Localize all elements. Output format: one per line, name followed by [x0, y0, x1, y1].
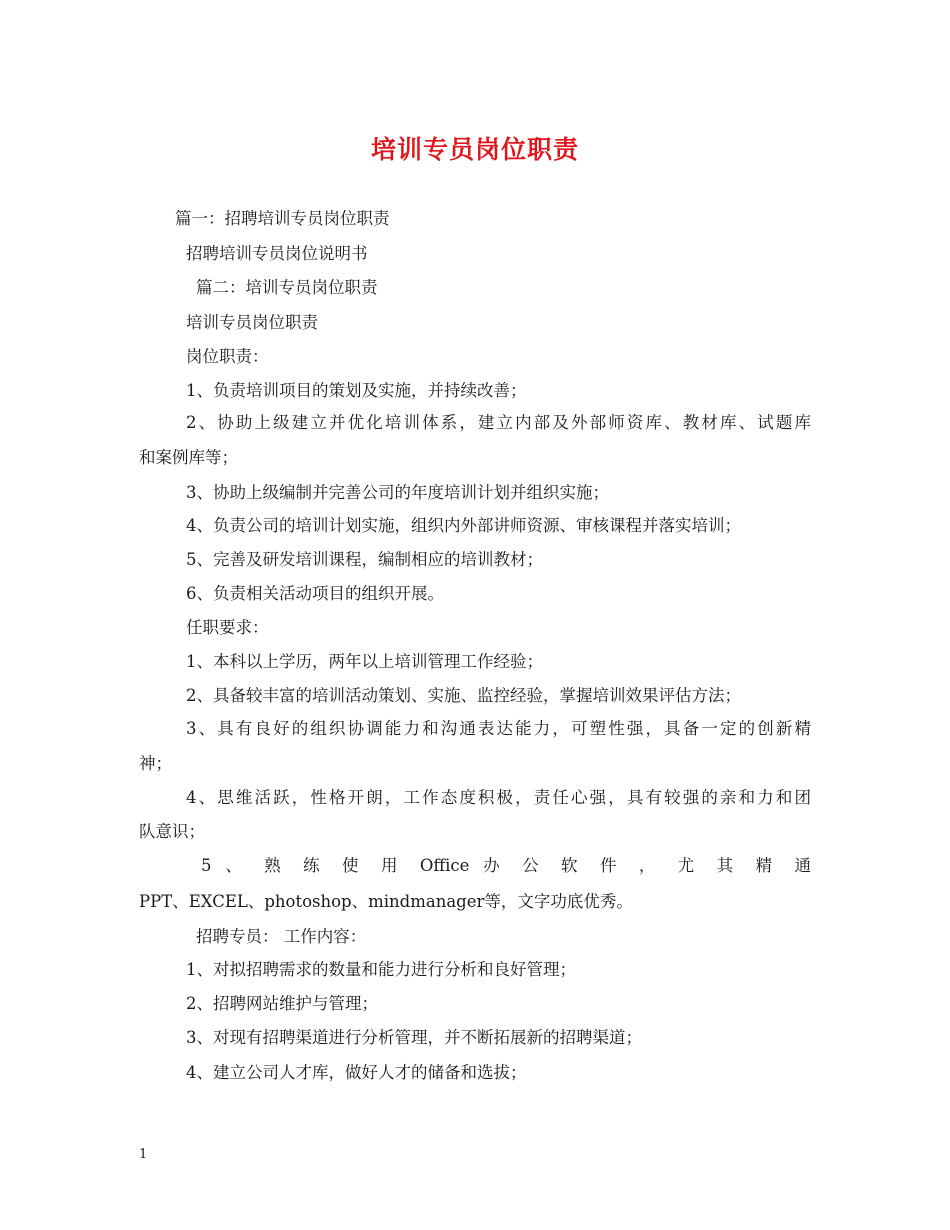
list-item: 2、招聘网站维护与管理；: [186, 994, 378, 1013]
document-title: 培训专员岗位职责: [370, 135, 579, 164]
list-item: 2、具备较丰富的培训活动策划、实施、监控经验，掌握培训效果评估方法；: [186, 686, 741, 705]
subheading: 培训专员岗位职责: [186, 313, 318, 332]
list-item: 6、负责相关活动项目的组织开展。: [186, 584, 444, 603]
section-heading-3: 招聘专员： 工作内容：: [196, 927, 367, 946]
list-item-continuation: 和案例库等；: [139, 448, 238, 467]
list-item: 3、具有良好的组织协调能力和沟通表达能力，可塑性强，具备一定的创新精: [186, 719, 811, 738]
list-item: 1、对拟招聘需求的数量和能力进行分析和良好管理；: [186, 960, 576, 979]
list-item-continuation: 队意识；: [139, 822, 205, 841]
list-item: 4、建立公司人才库，做好人才的储备和选拔；: [186, 1063, 527, 1082]
subheading: 招聘培训专员岗位说明书: [186, 244, 368, 263]
list-heading-requirements: 任职要求：: [186, 618, 269, 637]
list-item: 3、协助上级编制并完善公司的年度培训计划并组织实施；: [186, 483, 609, 502]
list-item: 1、本科以上学历，两年以上培训管理工作经验；: [186, 652, 543, 671]
list-item: 1、负责培训项目的策划及实施，并持续改善；: [186, 381, 527, 400]
list-item-continuation: 神；: [139, 754, 172, 773]
list-heading-duties: 岗位职责：: [186, 347, 269, 366]
list-item-continuation: PPT、EXCEL、photoshop、mindmanager等，文字功底优秀。: [139, 892, 633, 911]
list-item: 5、完善及研发培训课程，编制相应的培训教材；: [186, 550, 543, 569]
page-number: 1: [139, 1147, 148, 1162]
list-item: 3、对现有招聘渠道进行分析管理，并不断拓展新的招聘渠道；: [186, 1028, 642, 1047]
section-heading-1: 篇一：招聘培训专员岗位职责: [175, 209, 390, 228]
list-item: 5 、 熟 练 使 用 Office 办 公 软 件 ， 尤 其 精 通: [201, 856, 811, 875]
list-item: 4、思维活跃，性格开朗，工作态度积极，责任心强，具有较强的亲和力和团: [186, 788, 811, 807]
section-heading-2: 篇二：培训专员岗位职责: [196, 278, 378, 297]
list-item: 4、负责公司的培训计划实施，组织内外部讲师资源、审核课程并落实培训；: [186, 516, 741, 535]
list-item: 2、协助上级建立并优化培训体系，建立内部及外部师资库、教材库、试题库: [186, 413, 811, 432]
